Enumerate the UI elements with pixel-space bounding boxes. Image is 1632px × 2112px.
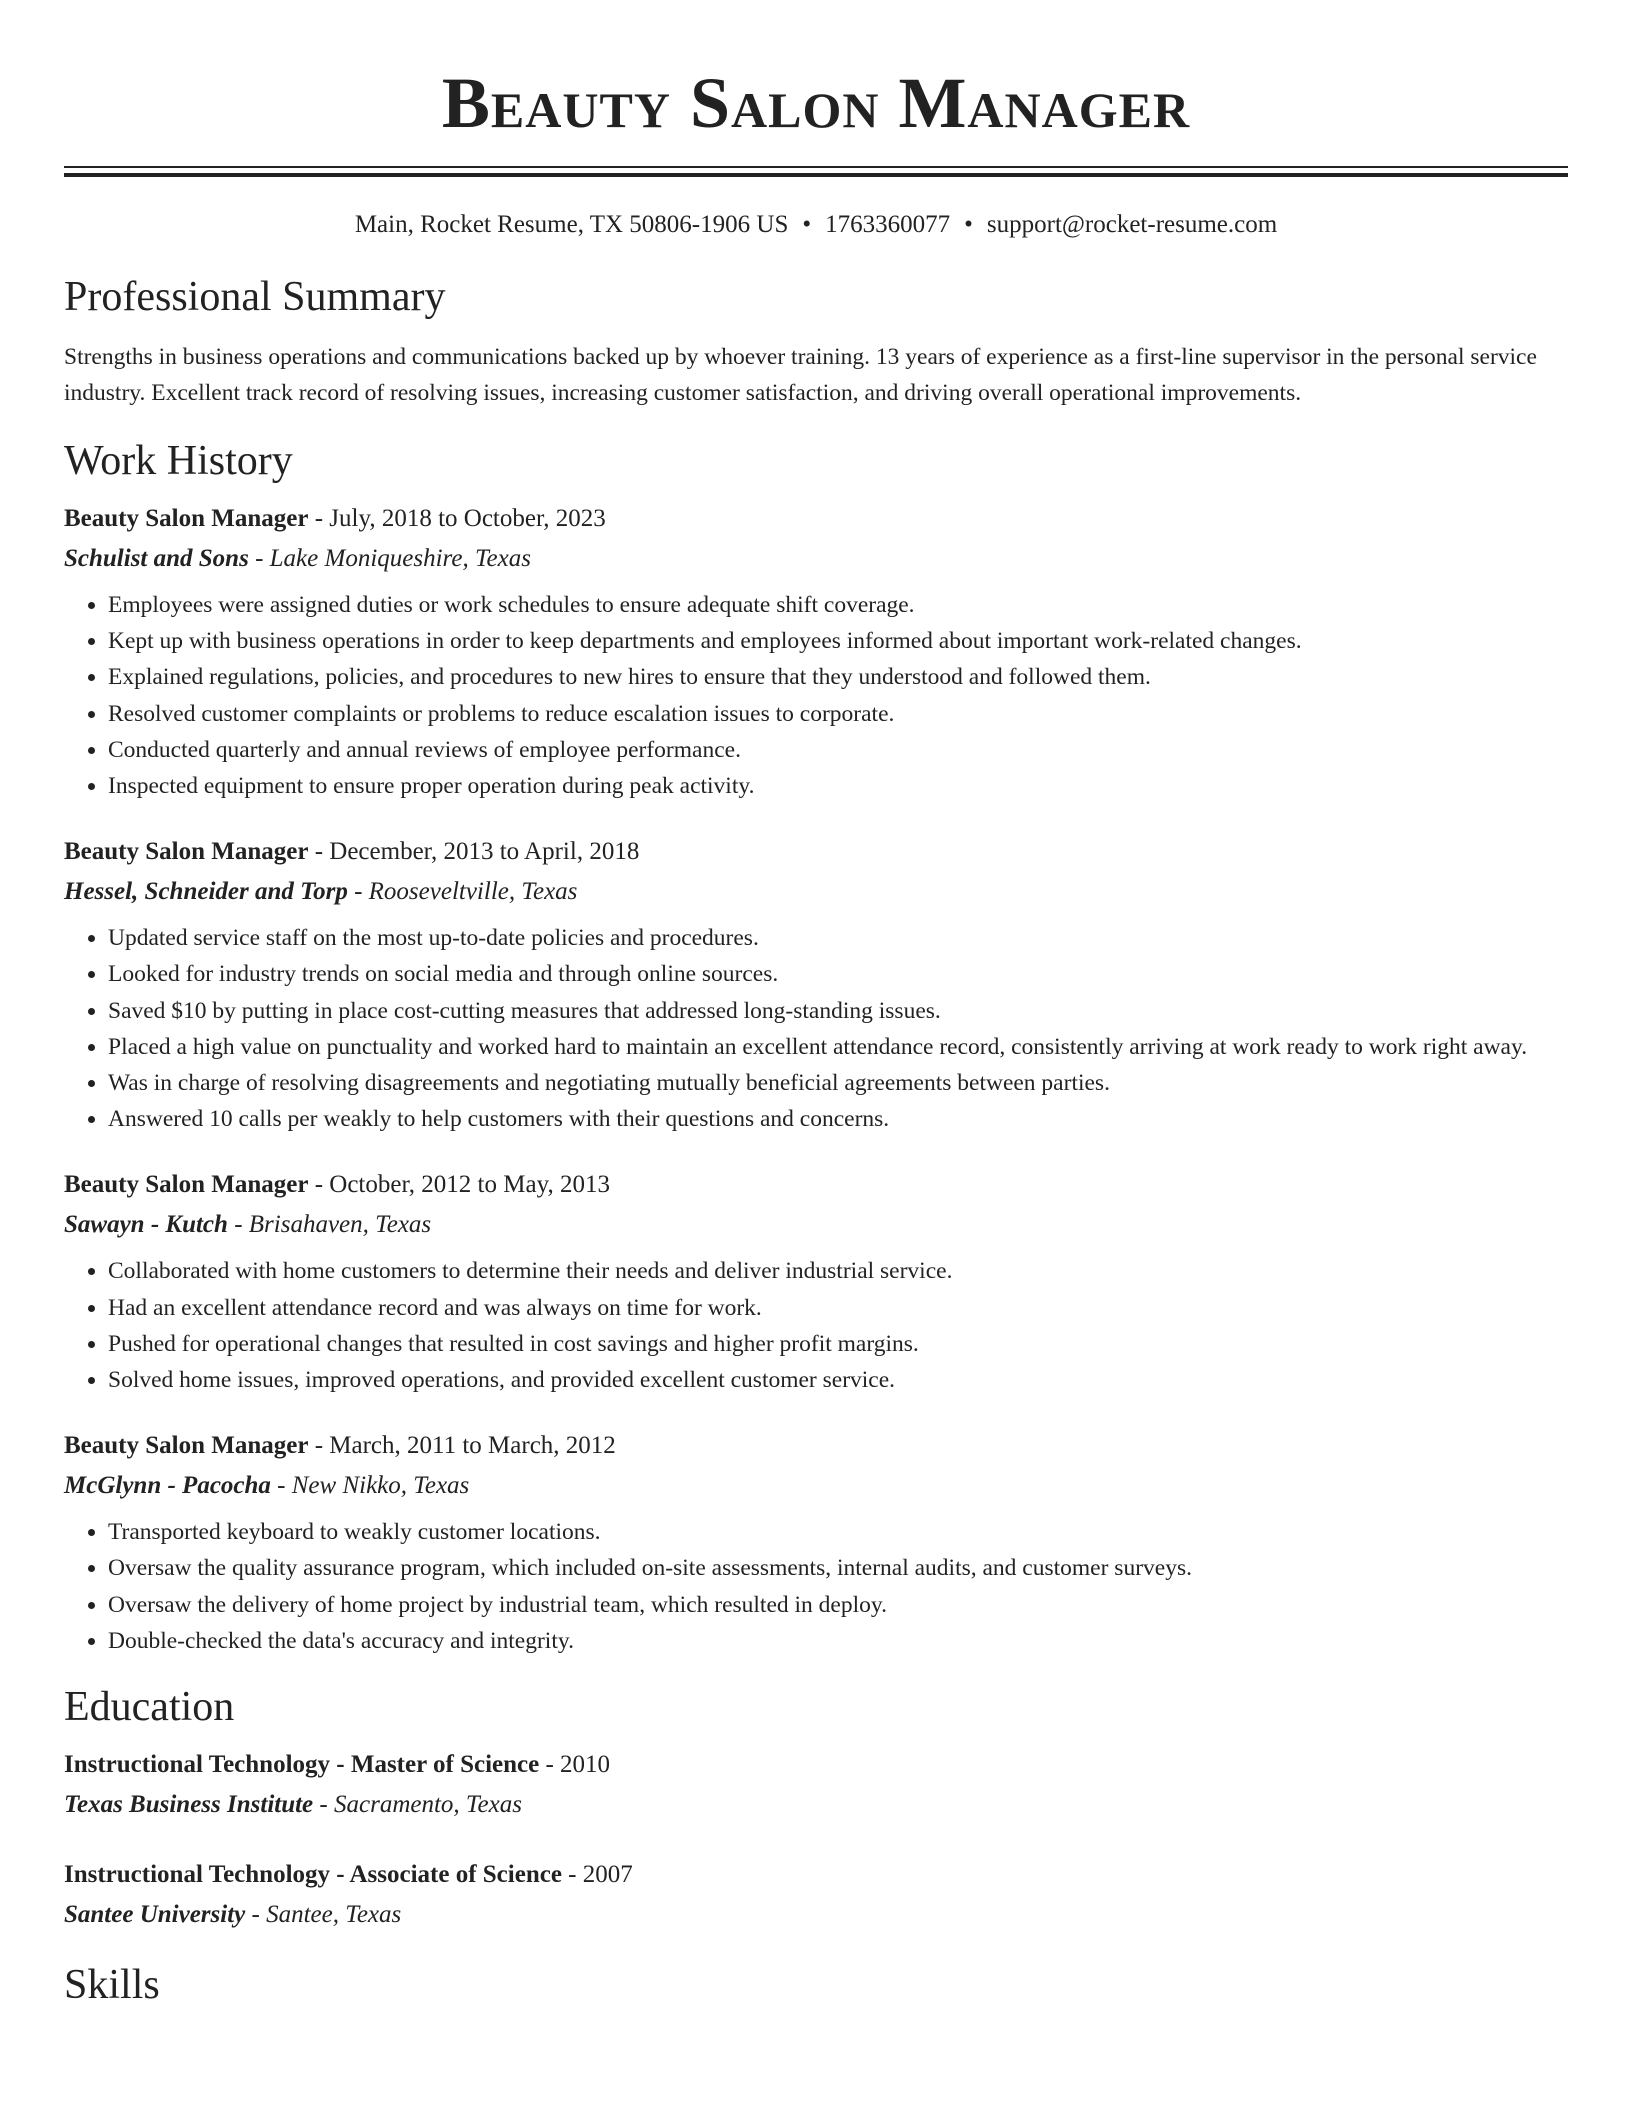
list-item: • Solved home issues, improved operations, and provided excellent customer service. bbox=[108, 1362, 1568, 1398]
education-degree: Instructional Technology - Associate of Science bbox=[64, 1861, 562, 1889]
job-role: Beauty Salon Manager bbox=[64, 505, 309, 532]
job-company-line bbox=[64, 1205, 1568, 1245]
job-entry bbox=[64, 832, 1568, 1137]
list-item: • Answered 10 calls per weakly to help customers with their questions and concerns. bbox=[108, 1101, 1568, 1137]
list-item: • Resolved customer complaints or problems to reduce escalation issues to corporate. bbox=[108, 696, 1568, 732]
job-location: - Rooseveltville, Texas bbox=[347, 878, 578, 906]
contact-address: Main, Rocket Resume, TX 50806-1906 US bbox=[354, 211, 789, 238]
education-location: - Santee, Texas bbox=[245, 1901, 402, 1929]
list-item: • Had an excellent attendance record and was always on time for work. bbox=[108, 1290, 1568, 1326]
job-company: Sawayn - Kutch bbox=[64, 1211, 228, 1239]
job-title-line bbox=[64, 1165, 1568, 1205]
job-role: Beauty Salon Manager bbox=[64, 1432, 309, 1460]
job-bullets bbox=[64, 587, 1568, 804]
job-entry bbox=[64, 499, 1568, 804]
job-company-line bbox=[64, 1466, 1568, 1506]
list-item: • Placed a high value on punctuality and worked hard to maintain an excellent attendance record, consistently arriving at work ready to work right away. bbox=[108, 1029, 1568, 1065]
job-title-line bbox=[64, 499, 1568, 539]
list-item: • Looked for industry trends on social media and through online sources. bbox=[108, 956, 1568, 992]
header-double-rule bbox=[64, 166, 1568, 177]
list-item: • Employees were assigned duties or work schedules to ensure adequate shift coverage. bbox=[108, 587, 1568, 623]
education-year: - 2007 bbox=[561, 1861, 633, 1889]
job-company-line bbox=[64, 872, 1568, 912]
list-item: • Conducted quarterly and annual reviews of employee performance. bbox=[108, 732, 1568, 768]
job-title-line bbox=[64, 832, 1568, 872]
job-company: McGlynn - Pacocha bbox=[64, 1472, 271, 1500]
skills-heading: Skills bbox=[64, 1962, 160, 2009]
contact-separator: • bbox=[802, 211, 812, 238]
contact-email: support@rocket-resume.com bbox=[986, 211, 1278, 238]
education-heading: Education bbox=[64, 1684, 235, 1731]
list-item: • Explained regulations, policies, and procedures to new hires to ensure that they understood and followed them. bbox=[108, 659, 1568, 695]
list-item: • Inspected equipment to ensure proper operation during peak activity. bbox=[108, 768, 1568, 804]
list-item: • Transported keyboard to weakly customer locations. bbox=[108, 1514, 1568, 1550]
list-item: • Double-checked the data's accuracy and integrity. bbox=[108, 1623, 1568, 1659]
job-location: - New Nikko, Texas bbox=[270, 1472, 470, 1500]
job-bullets bbox=[64, 1514, 1568, 1659]
list-item: • Pushed for operational changes that resulted in cost savings and higher profit margins. bbox=[108, 1326, 1568, 1362]
contact-separator: • bbox=[964, 211, 973, 238]
list-item: • Was in charge of resolving disagreements and negotiating mutually beneficial agreements between parties. bbox=[108, 1065, 1568, 1101]
job-dates: - December, 2013 to April, 2018 bbox=[308, 838, 640, 866]
education-school: Texas Business Institute bbox=[64, 1791, 314, 1819]
list-item: • Kept up with business operations in order to keep departments and employees informed about important work-related changes. bbox=[108, 623, 1568, 659]
education-school-line bbox=[64, 1895, 1568, 1935]
list-item: • Oversaw the quality assurance program, which included on-site assessments, internal audits, and customer surveys. bbox=[108, 1550, 1568, 1586]
education-entry bbox=[64, 1855, 1568, 1935]
job-role: Beauty Salon Manager bbox=[64, 1171, 309, 1199]
list-item: • Saved $10 by putting in place cost-cutting measures that addressed long-standing issues. bbox=[108, 993, 1568, 1029]
job-company: Schulist and Sons bbox=[64, 545, 249, 572]
education-school-line bbox=[64, 1785, 1568, 1825]
list-item: • Updated service staff on the most up-to-date policies and procedures. bbox=[108, 920, 1568, 956]
education-location: - Sacramento, Texas bbox=[313, 1791, 522, 1819]
job-bullets bbox=[64, 1253, 1568, 1398]
summary-heading: Professional Summary bbox=[64, 274, 446, 320]
contact-phone: 1763360077 bbox=[825, 211, 951, 238]
contact-line bbox=[64, 207, 1568, 243]
education-degree-line bbox=[64, 1855, 1568, 1895]
job-bullets bbox=[64, 920, 1568, 1137]
job-location: - Brisahaven, Texas bbox=[227, 1211, 432, 1239]
work-history-heading: Work History bbox=[64, 438, 293, 484]
education-school: Santee University bbox=[64, 1901, 246, 1929]
job-dates: - July, 2018 to October, 2023 bbox=[308, 505, 606, 532]
resume-page bbox=[64, 0, 1568, 2013]
job-title-line bbox=[64, 1426, 1568, 1466]
job-dates: - October, 2012 to May, 2013 bbox=[308, 1171, 610, 1199]
job-entry bbox=[64, 1426, 1568, 1659]
job-role: Beauty Salon Manager bbox=[64, 838, 309, 866]
job-dates: - March, 2011 to March, 2012 bbox=[308, 1432, 616, 1460]
job-company: Hessel, Schneider and Torp bbox=[64, 878, 348, 906]
education-degree-line bbox=[64, 1745, 1568, 1785]
education-year: - 2010 bbox=[539, 1751, 611, 1779]
education-entry bbox=[64, 1745, 1568, 1825]
candidate-name: Beauty Salon Manager bbox=[441, 63, 1191, 143]
summary-text: Strengths in business operations and communications backed up by whoever training. 13 years of experience as a first-line supervisor in the personal service industry. Excellent track record of resolving issues, increasing customer satisfaction, and driving overall operational improvements. bbox=[64, 344, 1537, 406]
job-location: - Lake Moniqueshire, Texas bbox=[248, 545, 531, 572]
education-degree: Instructional Technology - Master of Science bbox=[64, 1751, 540, 1779]
list-item: • Oversaw the delivery of home project by industrial team, which resulted in deploy. bbox=[108, 1587, 1568, 1623]
list-item: • Collaborated with home customers to determine their needs and deliver industrial service. bbox=[108, 1253, 1568, 1289]
job-company-line bbox=[64, 539, 1568, 579]
job-entry bbox=[64, 1165, 1568, 1398]
